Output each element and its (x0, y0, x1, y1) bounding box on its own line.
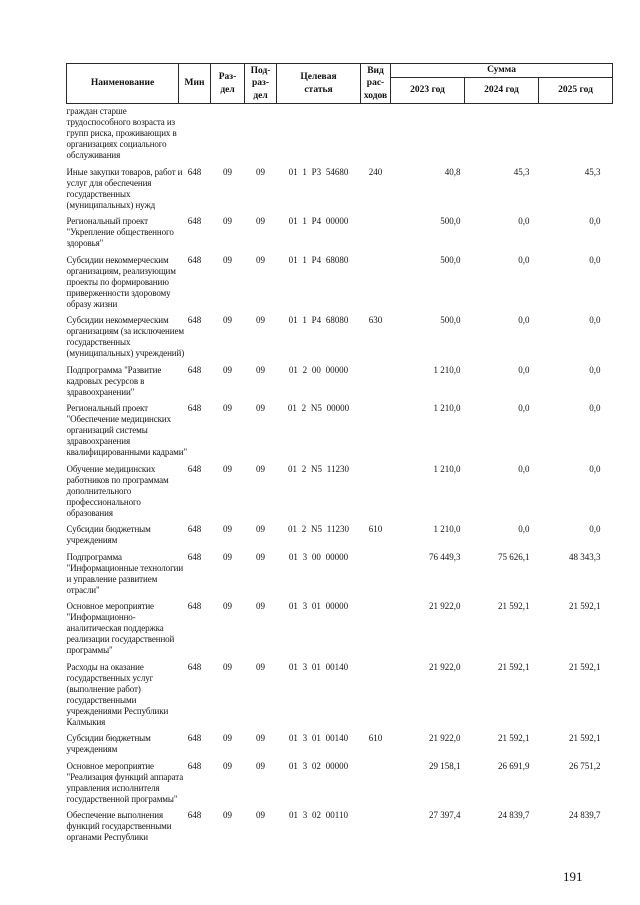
row-ministry: 648 (187, 254, 202, 265)
row-name: Субсидии бюджетным учреждениям (66, 733, 151, 754)
row-ministry: 648 (187, 551, 202, 562)
row-section: 09 (223, 364, 232, 375)
header-name: Наименование (67, 64, 179, 104)
row-subsection: 09 (256, 733, 265, 743)
table-header (67, 64, 613, 104)
row-target-article: 01 1 P4 00000 (288, 216, 349, 226)
row-amount-2024: 21 592,1 (498, 733, 530, 743)
row-ministry: 648 (187, 315, 202, 325)
row-target-article: 01 2 N5 11230 (288, 524, 349, 534)
row-expense-type: 610 (368, 524, 383, 534)
row-ministry: 648 (187, 661, 202, 672)
row-section: 09 (223, 524, 232, 534)
row-section: 09 (223, 254, 232, 265)
row-subsection: 09 (256, 216, 265, 226)
row-amount-2024 (465, 104, 539, 167)
table-row (67, 464, 613, 525)
row-subsection: 09 (256, 524, 265, 534)
table-row (67, 216, 613, 255)
row-amount-2024: 0,0 (518, 364, 530, 375)
row-expense-type (361, 552, 391, 602)
table-row (67, 662, 613, 734)
row-name: Субсидии бюджетным учреждениям (66, 524, 151, 545)
header-section: Раз- дел (211, 64, 245, 104)
table-body (67, 104, 613, 849)
row-amount-2025: 0,0 (589, 216, 601, 226)
row-subsection: 09 (256, 254, 265, 265)
table-row (67, 601, 613, 662)
header-sum: Сумма (391, 64, 613, 78)
row-section: 09 (223, 463, 232, 474)
row-section: 09 (223, 216, 232, 226)
row-expense-type (361, 255, 391, 316)
row-ministry: 648 (187, 760, 202, 771)
header-target-article: Целевая статья (277, 64, 361, 104)
row-subsection: 09 (256, 315, 265, 325)
budget-table (66, 63, 613, 849)
row-section: 09 (223, 403, 232, 413)
row-amount-2024: 21 592,1 (498, 661, 530, 672)
row-amount-2025: 0,0 (589, 463, 601, 474)
row-ministry: 648 (187, 524, 202, 534)
header-ministry: Мин (179, 64, 211, 104)
row-name: Иные закупки товаров, работ и услуг для обеспечения государственных (муниципальных) нужд (66, 166, 183, 210)
row-amount-2023: 29 158,1 (429, 760, 461, 771)
table-row (67, 524, 613, 552)
row-amount-2025: 0,0 (589, 315, 601, 325)
row-section: 09 (223, 551, 232, 562)
row-target-article: 01 3 01 00000 (288, 601, 349, 611)
row-amount-2025: 0,0 (589, 403, 601, 413)
row-target-article: 01 1 P3 54680 (288, 166, 349, 177)
row-amount-2025: 21 592,1 (569, 661, 601, 672)
row-amount-2025: 0,0 (589, 364, 601, 375)
row-target-article: 01 2 N5 11230 (288, 463, 349, 474)
row-amount-2025: 26 751,2 (569, 760, 601, 771)
row-amount-2025: 0,0 (589, 254, 601, 265)
row-amount-2023: 1 210,0 (433, 524, 461, 534)
table-row (67, 104, 613, 167)
row-section: 09 (223, 810, 232, 820)
row-target-article: 01 3 02 00110 (289, 810, 348, 820)
header-row-top (67, 64, 613, 78)
row-section: 09 (223, 733, 232, 743)
table-row (67, 733, 613, 761)
row-subsection: 09 (256, 166, 265, 177)
row-expense-type (361, 662, 391, 734)
row-amount-2025: 45,3 (584, 166, 601, 177)
row-subsection: 09 (256, 810, 265, 820)
row-amount-2024: 45,3 (513, 166, 530, 177)
row-amount-2023: 27 397,4 (429, 810, 461, 820)
row-amount-2024: 0,0 (518, 463, 530, 474)
row-expense-type (361, 810, 391, 849)
row-amount-2023: 500,0 (440, 254, 461, 265)
row-amount-2024: 0,0 (518, 403, 530, 413)
row-name: Субсидии некоммерческим организациям (за исключением государственных (муниципальных) учреждений) (66, 315, 185, 358)
header-year-2025: 2025 год (539, 78, 613, 104)
row-amount-2025: 48 343,3 (569, 551, 601, 562)
row-section: 09 (223, 661, 232, 672)
row-target-article: 01 1 P4 68080 (288, 254, 349, 265)
row-amount-2025: 21 592,1 (569, 601, 601, 611)
row-ministry: 648 (187, 403, 202, 413)
row-amount-2023: 500,0 (440, 315, 461, 325)
row-amount-2024: 24 839,7 (498, 810, 530, 820)
row-target-article: 01 1 P4 68080 (288, 315, 349, 325)
row-amount-2023: 21 922,0 (429, 733, 461, 743)
row-expense-type (361, 365, 391, 404)
row-expense-type: 240 (368, 166, 383, 177)
row-amount-2024: 0,0 (518, 216, 530, 226)
row-expense-type (361, 761, 391, 811)
row-ministry: 648 (187, 166, 202, 177)
row-amount-2023: 1 210,0 (433, 463, 461, 474)
row-ministry (179, 104, 211, 167)
row-target-article: 01 2 00 00000 (288, 364, 349, 375)
row-subsection: 09 (256, 661, 265, 672)
header-subsection: Под- раз- дел (245, 64, 277, 104)
row-amount-2024: 0,0 (518, 315, 530, 325)
row-amount-2023: 1 210,0 (433, 403, 461, 413)
row-subsection: 09 (256, 463, 265, 474)
row-name: граждан старше трудоспособного возраста из групп риска, проживающих в организациях социального обслуживания (66, 106, 177, 160)
row-amount-2025: 21 592,1 (569, 733, 601, 743)
row-amount-2023: 21 922,0 (429, 601, 461, 611)
row-subsection: 09 (256, 364, 265, 375)
row-subsection: 09 (256, 601, 265, 611)
table-row (67, 365, 613, 404)
row-ministry: 648 (187, 216, 202, 226)
table-row (67, 761, 613, 811)
row-expense-type (361, 216, 391, 255)
row-subsection (245, 104, 277, 167)
table-row (67, 403, 613, 464)
row-name: Обучение медицинских работников по программам дополнительного профессионального образования (66, 463, 169, 518)
row-subsection: 09 (256, 551, 265, 562)
row-expense-type (361, 601, 391, 662)
page-number: 191 (563, 869, 583, 884)
row-name: Обеспечение выполнения функций государственными органами Республики (66, 810, 172, 842)
header-year-2023: 2023 год (391, 78, 465, 104)
row-section: 09 (223, 166, 232, 177)
row-section: 09 (223, 315, 232, 325)
row-name: Подпрограмма "Развитие кадровых ресурсов в здравоохранении" (66, 364, 162, 397)
row-section: 09 (223, 601, 232, 611)
row-name: Региональный проект "Обеспечение медицинских организаций системы здравоохранения квалифицированными кадрами" (66, 403, 188, 457)
row-amount-2023: 500,0 (440, 216, 461, 226)
row-amount-2023: 76 449,3 (429, 551, 461, 562)
row-ministry: 648 (187, 463, 202, 474)
row-expense-type: 630 (368, 315, 383, 325)
row-name: Региональный проект "Укрепление общественного здоровья" (66, 216, 174, 248)
table-row (67, 552, 613, 602)
row-target-article: 01 3 02 00000 (288, 760, 349, 771)
row-name: Расходы на оказание государственных услуг (выполнение работ) государственными учреждениями Республики Калмыкия (66, 661, 169, 727)
row-target-article: 01 2 N5 00000 (287, 403, 350, 413)
header-expense-type: Вид рас- ходов (361, 64, 391, 104)
row-amount-2024: 26 691,9 (498, 760, 530, 771)
row-expense-type (361, 104, 391, 167)
row-amount-2023 (391, 104, 465, 167)
row-name: Основное мероприятие "Реализация функций аппарата управления исполнителя государственной программы" (66, 760, 184, 804)
row-section (211, 104, 245, 167)
table-row (67, 167, 613, 217)
row-subsection: 09 (256, 403, 265, 413)
row-subsection: 09 (256, 760, 265, 771)
row-target-article: 01 3 01 00140 (288, 661, 349, 672)
row-amount-2025: 24 839,7 (569, 810, 601, 820)
row-name: Основное мероприятие "Информационно- аналитическая поддержка реализации государственной программы" (66, 601, 175, 655)
row-amount-2024: 0,0 (518, 524, 530, 534)
header-year-2024: 2024 год (465, 78, 539, 104)
row-amount-2024: 21 592,1 (498, 601, 530, 611)
row-name: Субсидии некоммерческим организациям, реализующим проекты по формированию приверженности здоровому образу жизни (66, 254, 176, 309)
row-amount-2023: 21 922,0 (429, 661, 461, 672)
row-amount-2024: 0,0 (518, 254, 530, 265)
table-row (67, 255, 613, 316)
table-row (67, 810, 613, 849)
row-amount-2023: 1 210,0 (433, 364, 461, 375)
row-section: 09 (223, 760, 232, 771)
row-target-article: 01 3 01 00140 (288, 733, 349, 743)
row-ministry: 648 (187, 364, 202, 375)
row-name: Подпрограмма "Информационные технологии и управление развитием отрасли" (66, 551, 184, 595)
row-amount-2025: 0,0 (589, 524, 601, 534)
row-amount-2025 (539, 104, 613, 167)
row-ministry: 648 (187, 601, 202, 611)
row-target-article (277, 104, 361, 167)
row-expense-type (361, 464, 391, 525)
row-amount-2024: 75 626,1 (498, 551, 530, 562)
row-ministry: 648 (187, 810, 202, 820)
row-target-article: 01 3 00 00000 (288, 551, 349, 562)
table-row (67, 315, 613, 365)
row-expense-type (361, 403, 391, 464)
row-amount-2023: 40,8 (444, 166, 461, 177)
row-ministry: 648 (187, 733, 202, 743)
row-expense-type: 610 (368, 733, 383, 743)
